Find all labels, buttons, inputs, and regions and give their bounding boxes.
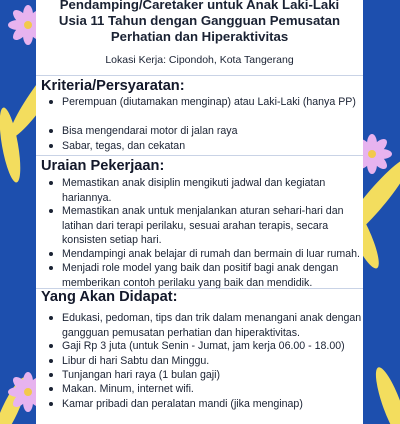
list-item: Bisa mengendarai motor di jalan raya <box>62 124 363 139</box>
list-item: Memastikan anak disiplin mengikuti jadwal dan kegiatan hariannya. <box>62 176 363 205</box>
section-heading-criteria: Kriteria/Persyaratan: <box>41 78 185 94</box>
list-item: Edukasi, pedoman, tips dan trik dalam menangani anak dengan gangguan pemusatan perhatian dan hiperaktivitas. <box>62 312 362 339</box>
list-item: Mendampingi anak belajar di rumah dan bermain di luar rumah. <box>62 247 363 262</box>
list-item: Kamar pribadi dan peralatan mandi (jika menginap) <box>62 397 363 412</box>
section-heading-duties: Uraian Pekerjaan: <box>41 158 165 174</box>
work-location: Lokasi Kerja: Cipondoh, Kota Tangerang <box>105 54 294 66</box>
list-item: Gaji Rp 3 juta (untuk Senin - Jumat, jam kerja 06.00 - 18.00) <box>62 339 363 354</box>
list-item: Sabar, tegas, dan cekatan <box>62 139 363 154</box>
list-item: Perempuan (diutamakan menginap) atau Laki-Laki (hanya PP) <box>62 95 363 110</box>
document-page <box>36 0 363 424</box>
list-item: Tunjangan hari raya (1 bulan gaji) <box>62 368 363 383</box>
section-heading-benefits: Yang Akan Didapat: <box>41 289 178 305</box>
list-item: Memastikan anak untuk menjalankan aturan sehari-hari dan latihan dari terapi perilaku, sesuai arahan terapis, secara konsisten setiap hari. <box>62 204 363 248</box>
page-title-line: Perhatian dan Hiperaktivitas <box>110 29 289 44</box>
divider <box>36 155 363 156</box>
list-item: Makan. Minum, internet wifi. <box>62 382 363 397</box>
list-item: Libur di hari Sabtu dan Minggu. <box>62 354 363 369</box>
list-item: Menjadi role model yang baik dan positif bagi anak dengan memberikan contoh perilaku yang baik dan mendidik. <box>62 261 363 290</box>
page-title-line: Pendamping/Caretaker untuk Anak Laki-Laki <box>59 0 340 12</box>
divider <box>36 75 363 76</box>
page-title-line: Usia 11 Tahun dengan Gangguan Pemusatan <box>58 13 341 28</box>
